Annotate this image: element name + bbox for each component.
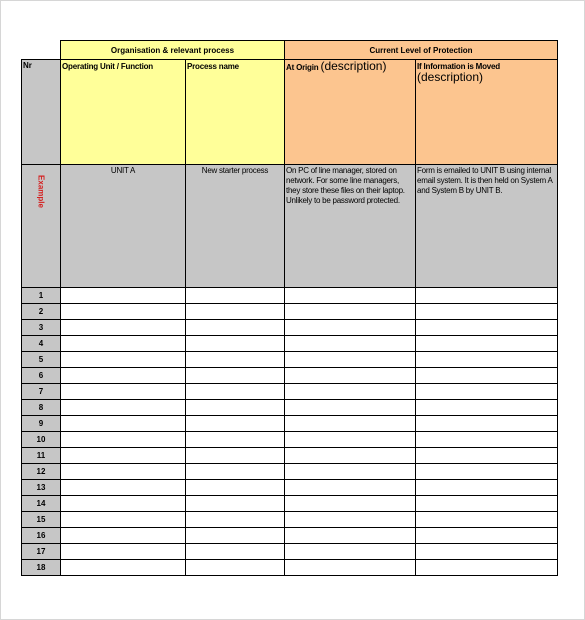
row-number: 9 [22,416,61,432]
table-row [22,560,558,576]
entry-cell-process-name[interactable] [186,400,285,416]
row-number: 17 [22,544,61,560]
example-operating-unit: UNIT A [61,165,186,288]
table-row [22,288,558,304]
entry-cell-operating-unit[interactable] [61,432,186,448]
entry-cell-process-name[interactable] [186,384,285,400]
entry-cell-process-name[interactable] [186,336,285,352]
entry-cell-process-name[interactable] [186,432,285,448]
table-row [22,384,558,400]
table-row [22,512,558,528]
example-label: Example [36,175,46,208]
entry-cell-at-origin[interactable] [285,320,416,336]
row-number: 4 [22,336,61,352]
row-number: 14 [22,496,61,512]
entry-cell-at-origin[interactable] [285,480,416,496]
row-number: 7 [22,384,61,400]
entry-cell-operating-unit[interactable] [61,544,186,560]
row-number: 1 [22,288,61,304]
table-row [22,544,558,560]
protection-table-sheet [21,40,558,576]
entry-cell-if-moved[interactable] [416,288,558,304]
entry-cell-at-origin[interactable] [285,464,416,480]
row-number: 5 [22,352,61,368]
entry-cell-if-moved[interactable] [416,320,558,336]
table-row [22,528,558,544]
entry-cell-process-name[interactable] [186,480,285,496]
entry-cell-at-origin[interactable] [285,384,416,400]
entry-cell-process-name[interactable] [186,448,285,464]
entry-cell-operating-unit[interactable] [61,512,186,528]
entry-cell-at-origin[interactable] [285,288,416,304]
entry-cell-process-name[interactable] [186,464,285,480]
column-header-nr: Nr [22,60,61,165]
table-row [22,496,558,512]
example-process-name: New starter process [186,165,285,288]
entry-cell-if-moved[interactable] [416,512,558,528]
entry-cell-operating-unit[interactable] [61,368,186,384]
table-row [22,352,558,368]
row-number: 10 [22,432,61,448]
row-number: 2 [22,304,61,320]
entry-cell-if-moved[interactable] [416,480,558,496]
entry-cell-at-origin[interactable] [285,416,416,432]
entry-cell-if-moved[interactable] [416,448,558,464]
entry-cell-process-name[interactable] [186,544,285,560]
entry-cell-if-moved[interactable] [416,304,558,320]
entry-cell-if-moved[interactable] [416,400,558,416]
entry-cell-operating-unit[interactable] [61,336,186,352]
entry-cell-operating-unit[interactable] [61,400,186,416]
table-row [22,416,558,432]
at-origin-description: (description) [320,59,387,73]
corner-blank [22,41,61,60]
entry-cell-at-origin[interactable] [285,304,416,320]
entry-cell-if-moved[interactable] [416,336,558,352]
entry-cell-process-name[interactable] [186,304,285,320]
table-row [22,336,558,352]
table-row [22,480,558,496]
table-row [22,448,558,464]
column-header-operating-unit: Operating Unit / Function [61,60,186,165]
entry-cell-if-moved[interactable] [416,544,558,560]
row-number: 13 [22,480,61,496]
entry-cell-process-name[interactable] [186,496,285,512]
row-number: 6 [22,368,61,384]
entry-cell-at-origin[interactable] [285,496,416,512]
entry-cell-at-origin[interactable] [285,336,416,352]
table-row [22,432,558,448]
row-number: 16 [22,528,61,544]
table-row [22,400,558,416]
entry-cell-at-origin[interactable] [285,352,416,368]
entry-cell-operating-unit[interactable] [61,304,186,320]
entry-cell-if-moved[interactable] [416,432,558,448]
entry-cell-at-origin[interactable] [285,448,416,464]
entry-cell-process-name[interactable] [186,560,285,576]
entry-cell-at-origin[interactable] [285,400,416,416]
example-label-cell [22,165,61,288]
entry-cell-process-name[interactable] [186,352,285,368]
at-origin-label: At Origin [286,63,319,72]
entry-cell-operating-unit[interactable] [61,416,186,432]
entry-cell-if-moved[interactable] [416,496,558,512]
table-row [22,464,558,480]
entry-cell-at-origin[interactable] [285,560,416,576]
table-row [22,304,558,320]
entry-cell-process-name[interactable] [186,512,285,528]
group-header-organisation: Organisation & relevant process [61,41,285,60]
entry-cell-operating-unit[interactable] [61,288,186,304]
if-moved-label: If Information is Moved [417,62,500,71]
entry-cell-operating-unit[interactable] [61,464,186,480]
if-moved-description: (description) [417,70,484,84]
example-if-moved: Form is emailed to UNIT B using internal email system. It is then held on System A and System B by UNIT B. [416,165,558,288]
entry-cell-process-name[interactable] [186,368,285,384]
entry-cell-operating-unit[interactable] [61,384,186,400]
example-at-origin: On PC of line manager, stored on network. For some line managers, they store these files on their laptop. Unlikely to be password protected. [285,165,416,288]
entry-cell-operating-unit[interactable] [61,352,186,368]
row-number: 18 [22,560,61,576]
row-number: 3 [22,320,61,336]
entry-cell-at-origin[interactable] [285,528,416,544]
entry-cell-operating-unit[interactable] [61,560,186,576]
protection-table [21,40,558,576]
table-row [22,368,558,384]
entry-cell-operating-unit[interactable] [61,480,186,496]
entry-cell-operating-unit[interactable] [61,496,186,512]
entry-cell-process-name[interactable] [186,528,285,544]
entry-cell-operating-unit[interactable] [61,528,186,544]
entry-cell-process-name[interactable] [186,416,285,432]
column-header-at-origin [285,60,416,165]
row-number: 11 [22,448,61,464]
group-header-protection: Current Level of Protection [285,41,558,60]
entry-cell-if-moved[interactable] [416,560,558,576]
row-number: 8 [22,400,61,416]
entry-cell-if-moved[interactable] [416,384,558,400]
entry-cell-at-origin[interactable] [285,544,416,560]
entry-cell-at-origin[interactable] [285,368,416,384]
entry-cell-process-name[interactable] [186,320,285,336]
entry-cell-operating-unit[interactable] [61,448,186,464]
entry-cell-at-origin[interactable] [285,432,416,448]
entry-cell-if-moved[interactable] [416,416,558,432]
entry-cell-if-moved[interactable] [416,528,558,544]
table-row [22,320,558,336]
entry-cell-if-moved[interactable] [416,464,558,480]
entry-cell-if-moved[interactable] [416,352,558,368]
entry-cell-process-name[interactable] [186,288,285,304]
entry-cell-operating-unit[interactable] [61,320,186,336]
column-header-if-moved [416,60,558,165]
entry-cell-at-origin[interactable] [285,512,416,528]
row-number: 12 [22,464,61,480]
row-number: 15 [22,512,61,528]
column-header-process-name: Process name [186,60,285,165]
entry-cell-if-moved[interactable] [416,368,558,384]
